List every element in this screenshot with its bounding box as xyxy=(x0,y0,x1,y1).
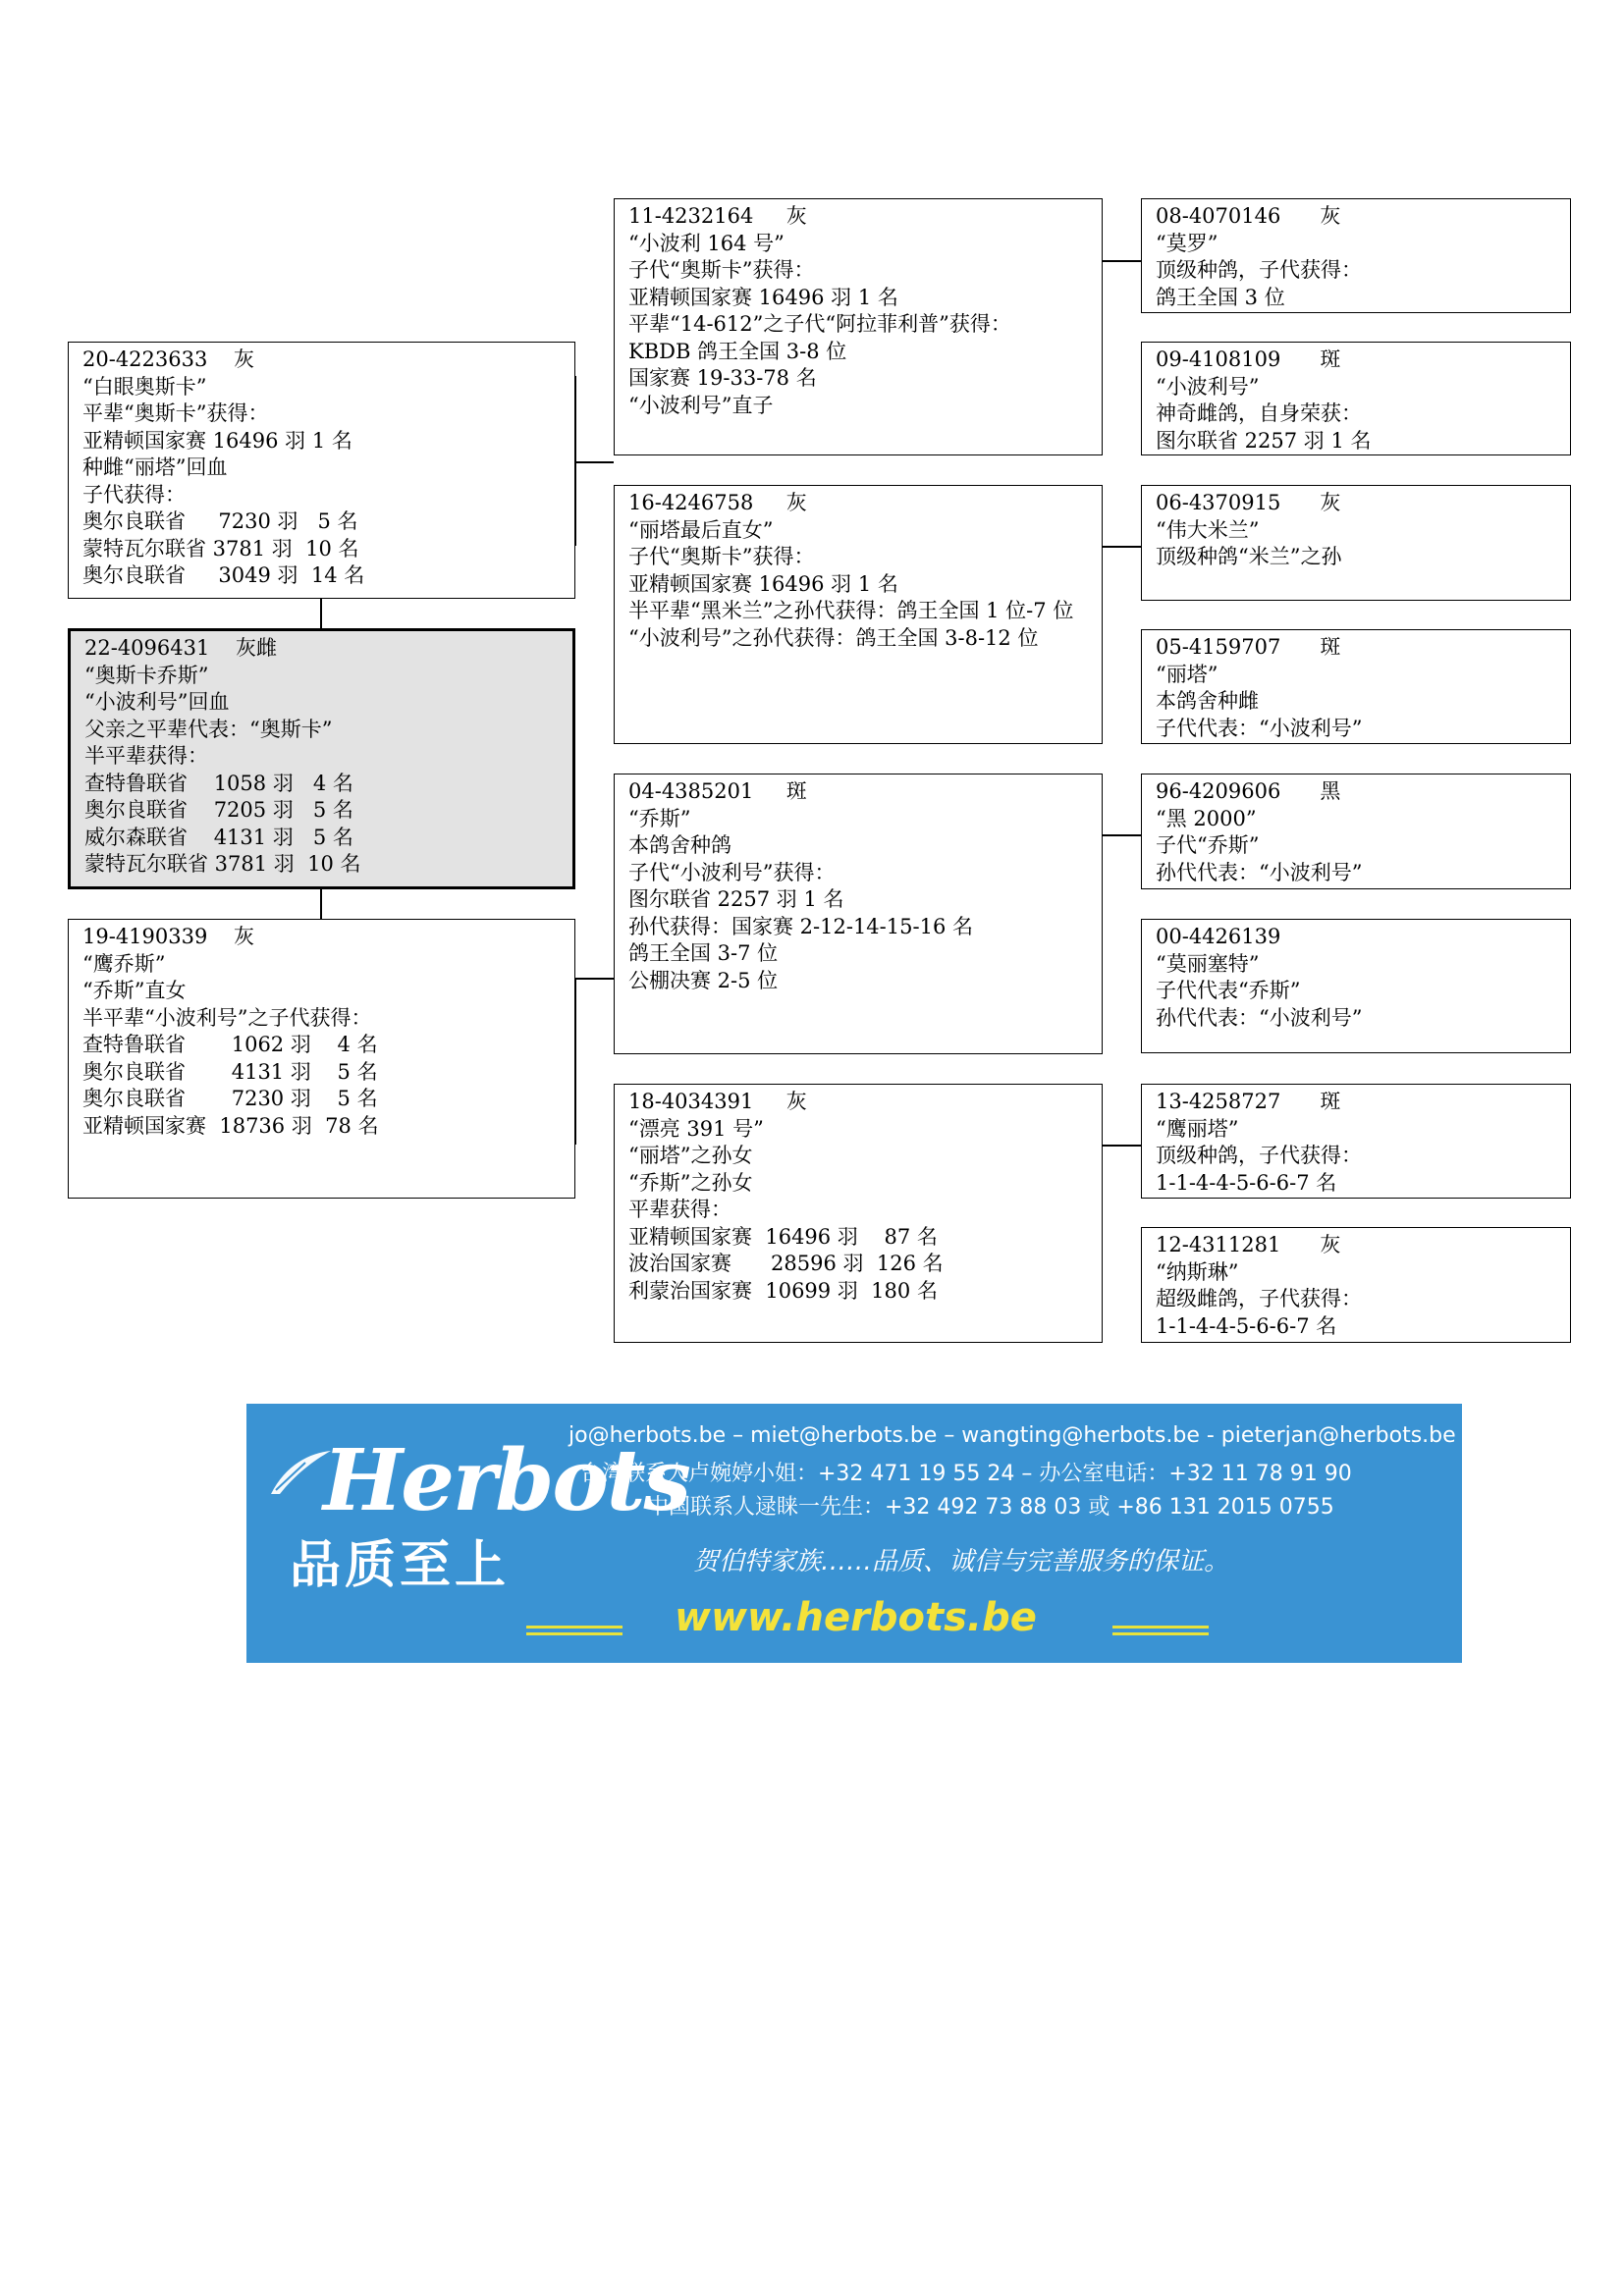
pedigree-line: 12-4311281 灰 xyxy=(1156,1233,1341,1256)
pedigree-line: 13-4258727 斑 xyxy=(1156,1090,1341,1113)
pedigree-line: 子代“乔斯” xyxy=(1156,833,1260,857)
great-grandparent-box-1 xyxy=(1141,198,1571,313)
connector xyxy=(320,599,322,628)
divider xyxy=(1112,1626,1209,1629)
pedigree-line: 蒙特瓦尔联省 3781 羽 10 名 xyxy=(84,852,361,876)
dam-sire-box xyxy=(614,774,1103,1054)
pedigree-line: 平辈“14-612”之子代“阿拉菲利普”获得： xyxy=(628,312,1011,336)
pedigree-line: 鸽王全国 3-7 位 xyxy=(628,941,779,965)
pedigree-line: “莫丽塞特” xyxy=(1156,951,1260,976)
pedigree-line: 19-4190339 灰 xyxy=(82,925,255,948)
great-grandparent-box-3 xyxy=(1141,485,1571,601)
pedigree-line: “伟大米兰” xyxy=(1156,517,1260,542)
pedigree-line: “丽塔” xyxy=(1156,662,1218,686)
pedigree-line: 06-4370915 灰 xyxy=(1156,491,1341,514)
sire-sire-box xyxy=(614,198,1103,455)
pedigree-line: 奥尔良联省 7205 羽 5 名 xyxy=(84,798,353,822)
connector xyxy=(1102,260,1141,262)
divider xyxy=(526,1626,623,1629)
pedigree-line: “奥斯卡乔斯” xyxy=(84,663,209,687)
pedigree-line: 子代代表：“小波利号” xyxy=(1156,716,1363,740)
pedigree-line: 奥尔良联省 7230 羽 5 名 xyxy=(82,1087,378,1110)
pedigree-line: 顶级种鸽“米兰”之孙 xyxy=(1156,545,1342,568)
pedigree-line: “丽塔”之孙女 xyxy=(628,1144,753,1167)
pedigree-line: 子代“小波利号”获得： xyxy=(628,860,836,884)
sire-dam-box xyxy=(614,485,1103,744)
pedigree-line: 孙代代表：“小波利号” xyxy=(1156,1005,1363,1030)
pedigree-line: 种雌“丽塔”回血 xyxy=(82,455,228,479)
pedigree-line: “白眼奥斯卡” xyxy=(82,374,207,399)
pedigree-line: 1-1-4-4-5-6-6-7 名 xyxy=(1156,1170,1337,1195)
pedigree-line: 顶级种鸽，子代获得： xyxy=(1156,1144,1362,1167)
pedigree-line: “漂亮 391 号” xyxy=(628,1116,764,1141)
pedigree-line: “莫罗” xyxy=(1156,231,1218,255)
pedigree-line: 亚精顿国家赛 16496 羽 1 名 xyxy=(628,285,898,309)
great-grandparent-box-4 xyxy=(1141,629,1571,744)
banner-motto: 贺伯特家族……品质、诚信与完善服务的保证。 xyxy=(693,1547,1230,1576)
pedigree-line: 平辈“奥斯卡”获得： xyxy=(82,401,269,425)
banner-slogan: 品质至上 xyxy=(290,1535,511,1595)
china-contact: 中国联系人逯睐一先生：+32 492 73 88 03 或 +86 131 2015 0755 xyxy=(647,1495,1334,1520)
great-grandparent-box-8 xyxy=(1141,1227,1571,1343)
pedigree-line: 查特鲁联省 1062 羽 4 名 xyxy=(82,1033,378,1056)
pedigree-line: 22-4096431 灰雌 xyxy=(84,636,278,660)
pedigree-line: 96-4209606 黑 xyxy=(1156,779,1341,803)
pedigree-line: 奥尔良联省 3049 羽 14 名 xyxy=(82,563,365,587)
pedigree-line: 父亲之平辈代表：“奥斯卡” xyxy=(84,717,333,741)
email-contacts[interactable]: jo@herbots.be – miet@herbots.be – wangting@herbots.be - pieterjan@herbots.be xyxy=(568,1423,1456,1448)
pedigree-line: 顶级种鸽，子代获得： xyxy=(1156,258,1362,282)
pedigree-line: 亚精顿国家赛 16496 羽 87 名 xyxy=(628,1224,938,1249)
connector xyxy=(1102,834,1141,836)
pedigree-line: 孙代代表：“小波利号” xyxy=(1156,860,1363,884)
great-grandparent-box-6 xyxy=(1141,919,1571,1053)
pedigree-line: 公棚决赛 2-5 位 xyxy=(628,968,779,992)
great-grandparent-box-5 xyxy=(1141,774,1571,889)
pedigree-line: 00-4426139 xyxy=(1156,925,1281,948)
pedigree-line: 亚精顿国家赛 16496 羽 1 名 xyxy=(82,428,352,453)
dam-box xyxy=(68,919,575,1199)
pedigree-line: 09-4108109 斑 xyxy=(1156,347,1341,371)
pedigree-line: 08-4070146 灰 xyxy=(1156,204,1341,228)
pedigree-line: 亚精顿国家赛 16496 羽 1 名 xyxy=(628,571,898,596)
pedigree-line: 半平辈获得： xyxy=(84,744,208,768)
pedigree-line: 子代“奥斯卡”获得： xyxy=(628,545,815,568)
pedigree-line: 威尔森联省 4131 羽 5 名 xyxy=(84,825,353,849)
pedigree-line: “小波利号” xyxy=(1156,374,1260,399)
pedigree-line: “鹰乔斯” xyxy=(82,951,166,976)
great-grandparent-box-2 xyxy=(1141,342,1571,455)
pedigree-line: 04-4385201 斑 xyxy=(628,779,807,803)
pedigree-line: 图尔联省 2257 羽 1 名 xyxy=(1156,428,1372,453)
pedigree-line: 亚精顿国家赛 18736 羽 78 名 xyxy=(82,1113,379,1138)
pedigree-line: 鸽王全国 3 位 xyxy=(1156,285,1285,309)
pedigree-line: 孙代获得：国家赛 2-12-14-15-16 名 xyxy=(628,914,973,938)
connector xyxy=(574,978,614,980)
pedigree-line: 11-4232164 灰 xyxy=(628,204,807,228)
dam-dam-box xyxy=(614,1084,1103,1343)
pedigree-line: “纳斯琳” xyxy=(1156,1259,1239,1284)
great-grandparent-box-7 xyxy=(1141,1084,1571,1199)
website-link[interactable]: www.herbots.be xyxy=(675,1595,1037,1640)
pedigree-line: “乔斯”之孙女 xyxy=(628,1170,753,1195)
pedigree-line: “小波利号”回血 xyxy=(84,690,230,714)
pedigree-line: 查特鲁联省 1058 羽 4 名 xyxy=(84,771,353,795)
pedigree-line: 波治国家赛 28596 羽 126 名 xyxy=(628,1252,944,1275)
connector xyxy=(574,461,614,463)
pedigree-line: 利蒙治国家赛 10699 羽 180 名 xyxy=(628,1278,938,1303)
pedigree-line: 05-4159707 斑 xyxy=(1156,635,1341,659)
pedigree-line: 半平辈“小波利号”之子代获得： xyxy=(82,1005,372,1030)
pedigree-line: 神奇雌鸽，自身荣获： xyxy=(1156,401,1362,425)
subject-pigeon-box xyxy=(68,628,575,889)
brand-name: Herbots xyxy=(323,1431,689,1530)
connector xyxy=(320,889,322,919)
pedigree-line: 子代“奥斯卡”获得： xyxy=(628,258,815,282)
pedigree-line: 18-4034391 灰 xyxy=(628,1090,807,1113)
divider xyxy=(1112,1632,1209,1635)
pedigree-line: “黑 2000” xyxy=(1156,806,1257,830)
divider xyxy=(526,1632,623,1635)
pedigree-line: “丽塔最后直女” xyxy=(628,517,774,542)
pedigree-line: 半平辈“黑米兰”之孙代获得：鸽王全国 1 位-7 位 xyxy=(628,599,1074,622)
pedigree-line: 1-1-4-4-5-6-6-7 名 xyxy=(1156,1313,1337,1338)
pedigree-line: 超级雌鸽，子代获得： xyxy=(1156,1287,1362,1310)
pedigree-line: 子代代表“乔斯” xyxy=(1156,979,1301,1002)
pedigree-line: 本鸽舍种雌 xyxy=(1156,689,1259,713)
pedigree-line: “小波利号”之孙代获得：鸽王全国 3-8-12 位 xyxy=(628,625,1039,650)
pedigree-line: “鹰丽塔” xyxy=(1156,1116,1239,1141)
pedigree-line: 蒙特瓦尔联省 3781 羽 10 名 xyxy=(82,536,359,561)
pedigree-line: 16-4246758 灰 xyxy=(628,491,807,514)
pedigree-line: 子代获得： xyxy=(82,482,186,507)
pedigree-line: “乔斯”直女 xyxy=(82,979,187,1002)
herbots-banner xyxy=(246,1404,1462,1663)
pedigree-line: 平辈获得： xyxy=(628,1198,731,1221)
pedigree-line: “小波利号”直子 xyxy=(628,393,774,417)
pedigree-line: KBDB 鸽王全国 3-8 位 xyxy=(628,339,847,363)
taiwan-contact: 台湾联系人卢婉婷小姐：+32 471 19 55 24 – 办公室电话：+32 11 78 91 90 xyxy=(580,1462,1352,1486)
pedigree-line: 国家赛 19-33-78 名 xyxy=(628,366,817,390)
pedigree-line: “小波利 164 号” xyxy=(628,231,785,255)
pedigree-line: 20-4223633 灰 xyxy=(82,347,255,371)
pedigree-line: “乔斯” xyxy=(628,806,691,830)
pedigree-line: 奥尔良联省 4131 羽 5 名 xyxy=(82,1059,378,1084)
sire-box xyxy=(68,342,575,599)
connector xyxy=(1102,546,1141,548)
connector xyxy=(1102,1145,1141,1147)
pedigree-line: 奥尔良联省 7230 羽 5 名 xyxy=(82,509,358,533)
pedigree-line: 图尔联省 2257 羽 1 名 xyxy=(628,887,844,911)
pedigree-line: 本鸽舍种鸽 xyxy=(628,833,731,857)
